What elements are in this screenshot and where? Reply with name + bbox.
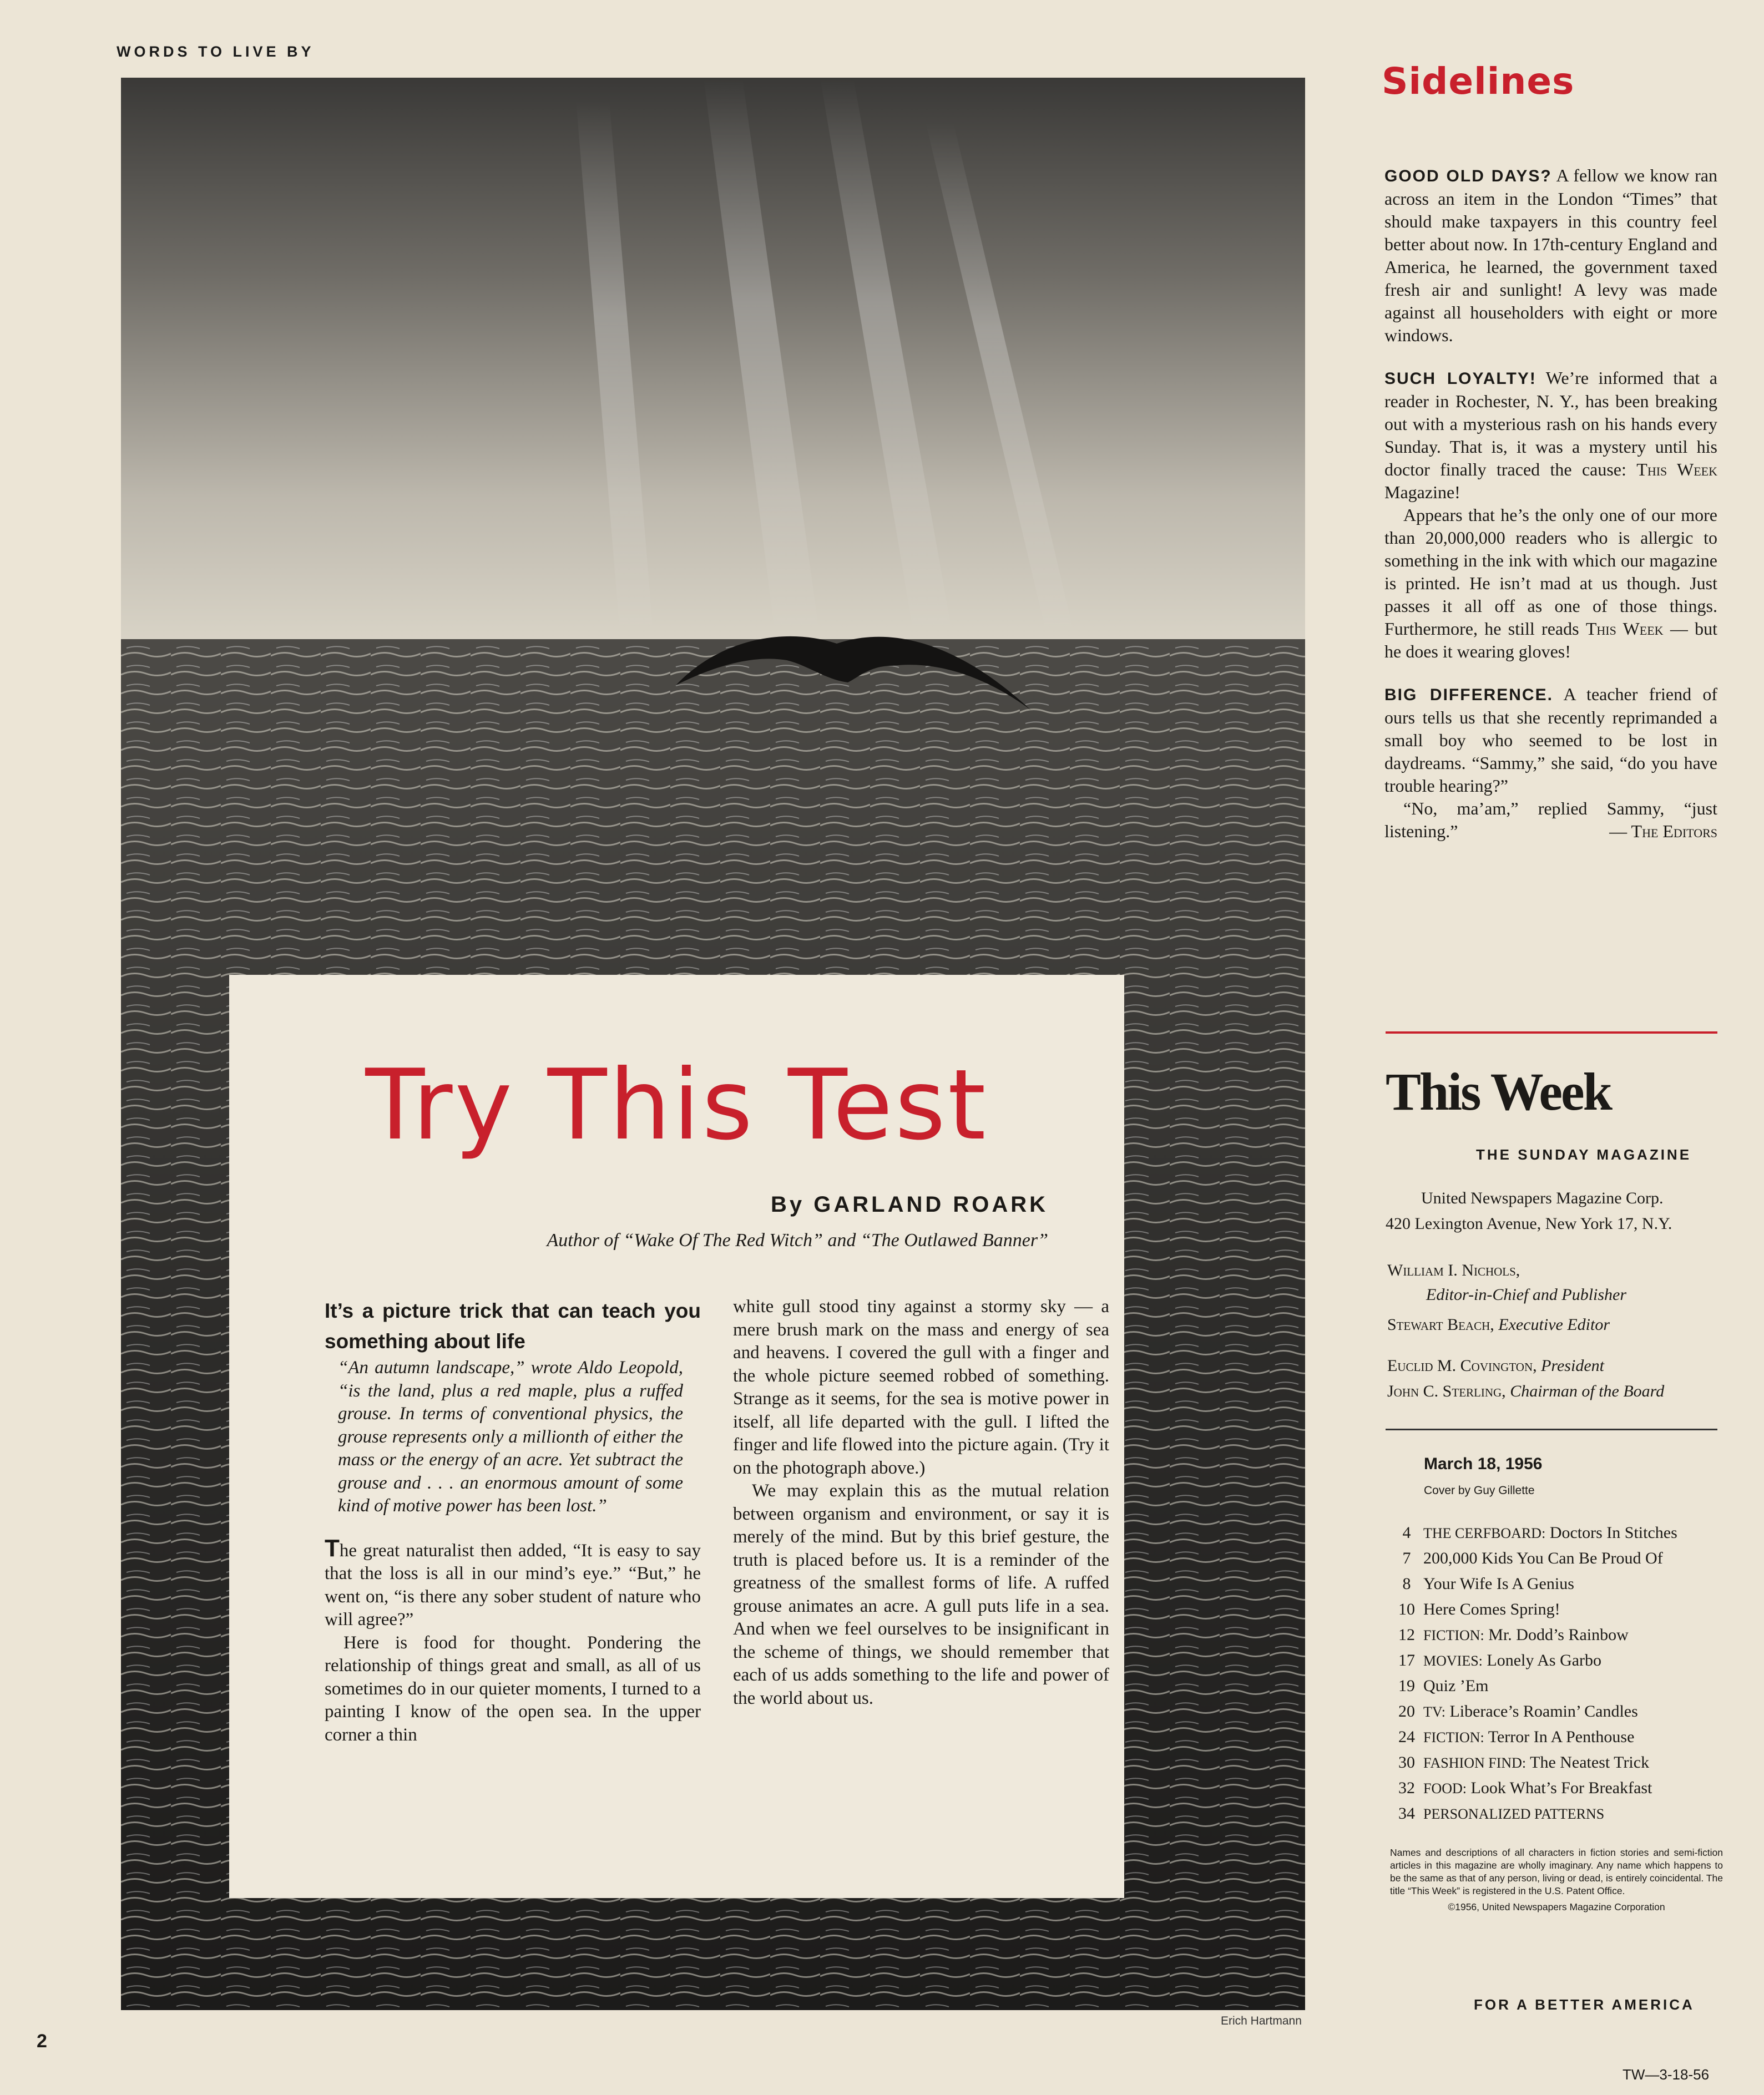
issue-code: TW—3-18-56	[1623, 2066, 1710, 2083]
toc-title: Lonely As Garbo	[1482, 1651, 1602, 1669]
toc-item[interactable]	[1390, 1546, 1723, 1571]
leopold-quote: “An autumn landscape,” wrote Aldo Leopold, “is the land, plus a red maple, plus a ruffed grouse. In terms of conventional physics, the grouse represents only a millionth of either the mass or the energy of an acre. Yet subtract the grouse and . . . an enormous amount of some kind of motive power has been lost.”	[338, 1358, 683, 1516]
paragraph-3: white gull stood tiny against a stormy sky — a mere brush mark on the mass and energy of sea and heavens. I covered the gull with a finger and the whole picture seemed robbed of something. Strange as it seems, for the sea is motive power in itself, all life departed with the gull. I lifted the finger and life flowed into the picture again. (Try it on the photograph above.)	[733, 1297, 1109, 1478]
toc-item[interactable]	[1390, 1699, 1723, 1724]
staff-1-role: Editor-in-Chief and Publisher	[1426, 1286, 1627, 1304]
article-column-right	[733, 1296, 1109, 1710]
staff-4	[1387, 1379, 1664, 1404]
toc-item[interactable]	[1390, 1622, 1723, 1648]
staff-2-name: Stewart Beach,	[1387, 1315, 1494, 1334]
staff-4-role: Chairman of the Board	[1510, 1382, 1665, 1400]
item-3-text: A teacher friend of ours tells us that she recently reprimanded a small boy who seemed to be lost in daydreams. “Sammy,” she said, “do you have trouble hearing?”	[1384, 684, 1718, 796]
sidelines-item-3-p2	[1384, 797, 1717, 843]
toc-page: 7	[1402, 1549, 1411, 1567]
toc-label: PERSONALIZED PATTERNS	[1423, 1806, 1605, 1822]
toc-label: FICTION:	[1423, 1729, 1484, 1745]
toc-page: 19	[1398, 1677, 1415, 1695]
staff-1-name: William I. Nichols,	[1387, 1261, 1520, 1279]
toc-label: FASHION FIND:	[1423, 1755, 1527, 1771]
staff-3	[1387, 1354, 1604, 1378]
toc-page: 4	[1402, 1524, 1411, 1542]
paragraph-1	[325, 1534, 701, 1632]
staff-3-role: President	[1541, 1357, 1604, 1375]
item-1-lead: GOOD OLD DAYS?	[1384, 167, 1552, 185]
article-deck: It’s a picture trick that can teach you something about life	[325, 1299, 701, 1353]
toc-item[interactable]	[1390, 1597, 1723, 1622]
item-2-end: Magazine!	[1384, 482, 1460, 502]
toc-page: 34	[1398, 1804, 1415, 1823]
item-2-p2-text: Appears that he’s the only one of our more than 20,000,000 readers who is allergic to something in the ink with which our magazine is printed. He isn’t mad at us though. Just passes it all off as one of those things. Furthermore, he still reads	[1384, 505, 1717, 639]
staff-4-name: John C. Sterling,	[1387, 1382, 1506, 1400]
toc-label: TV:	[1423, 1704, 1445, 1720]
divider-red	[1386, 1031, 1717, 1034]
staff-3-name: Euclid M. Covington,	[1387, 1357, 1537, 1375]
divider-dark	[1386, 1429, 1717, 1430]
toc-item[interactable]	[1390, 1673, 1723, 1699]
toc-page: 30	[1398, 1753, 1415, 1772]
sidelines-item-2	[1384, 367, 1717, 504]
item-3-lead: BIG DIFFERENCE.	[1384, 686, 1553, 704]
article-box	[229, 975, 1124, 1898]
drop-letter: T	[325, 1534, 340, 1562]
toc-item[interactable]	[1390, 1724, 1723, 1750]
toc-title: Here Comes Spring!	[1423, 1600, 1560, 1618]
toc-title: Terror In A Penthouse	[1484, 1728, 1635, 1746]
toc-label: FICTION:	[1423, 1627, 1484, 1643]
toc-title: Your Wife Is A Genius	[1423, 1575, 1574, 1593]
toc-item[interactable]	[1390, 1520, 1723, 1546]
byline: By GARLAND ROARK	[771, 1192, 1048, 1217]
corp-address: 420 Lexington Avenue, New York 17, N.Y.	[1386, 1215, 1672, 1233]
sidelines-item-3	[1384, 683, 1717, 797]
disclaimer	[1390, 1846, 1723, 1914]
item-2-p2-end: — but he does it wearing gloves!	[1384, 619, 1718, 661]
corp-name: United Newspapers Magazine Corp.	[1421, 1189, 1664, 1207]
sidelines-title: Sidelines	[1382, 60, 1575, 103]
toc-item[interactable]	[1390, 1750, 1723, 1775]
paragraph-1-text: he great naturalist then added, “It is easy to say that the loss is all in our mind’s eye.” “But,” he went on, “is there any sober student of nature who will agree?”	[325, 1540, 701, 1630]
cover-credit: Cover by Guy Gillette	[1424, 1484, 1535, 1497]
toc-page: 17	[1398, 1651, 1415, 1669]
toc-title: Quiz ’Em	[1423, 1677, 1489, 1695]
toc-title: Look What’s For Breakfast	[1467, 1779, 1652, 1797]
toc-page: 12	[1398, 1626, 1415, 1644]
masthead-subtitle: THE SUNDAY MAGAZINE	[1476, 1146, 1692, 1163]
staff-1	[1387, 1258, 1626, 1307]
issue-date: March 18, 1956	[1424, 1455, 1543, 1473]
toc-title: Mr. Dodd’s Rainbow	[1484, 1626, 1629, 1644]
sidelines-item-2-p2	[1384, 504, 1717, 663]
table-of-contents	[1390, 1520, 1723, 1826]
toc-title: The Neatest Trick	[1526, 1753, 1650, 1772]
item-2-lead: SUCH LOYALTY!	[1384, 370, 1536, 388]
copyright-line: ©1956, United Newspapers Magazine Corporation	[1448, 1901, 1665, 1912]
staff-2-role: Executive Editor	[1498, 1315, 1610, 1334]
masthead-logo: This Week	[1386, 1062, 1611, 1121]
toc-title: Doctors In Stitches	[1545, 1524, 1677, 1542]
toc-item[interactable]	[1390, 1801, 1723, 1826]
author-note: Author of “Wake Of The Red Witch” and “The Outlawed Banner”	[547, 1230, 1048, 1251]
toc-page: 8	[1402, 1575, 1411, 1593]
toc-title: 200,000 Kids You Can Be Proud Of	[1423, 1549, 1663, 1567]
toc-item[interactable]	[1390, 1775, 1723, 1801]
page-number: 2	[37, 2031, 47, 2052]
item-2-p2-mag: This Week	[1585, 619, 1664, 639]
toc-page: 32	[1398, 1779, 1415, 1797]
section-kicker: WORDS TO LIVE BY	[117, 43, 315, 60]
toc-item[interactable]	[1390, 1648, 1723, 1673]
disclaimer-text: Names and descriptions of all characters in fiction stories and semi-fiction articles in this magazine are wholly imaginary. Any name which happens to be the same as that of any person, living or dead, is entirely coincidental. The title “This Week” is registered in the U.S. Patent Office.	[1390, 1847, 1723, 1896]
sidelines-column	[1384, 164, 1717, 843]
item-2-mag: This Week	[1636, 459, 1718, 479]
photo-credit: Erich Hartmann	[1221, 2015, 1302, 2027]
item-3-p2-text: “No, ma’am,” replied Sammy, “just listening.”	[1384, 798, 1717, 841]
toc-label: THE CERFBOARD:	[1423, 1525, 1546, 1541]
article-column-left	[325, 1296, 701, 1747]
toc-item[interactable]	[1390, 1571, 1723, 1597]
editors-signoff: — The Editors	[1609, 821, 1717, 841]
paragraph-4: We may explain this as the mutual relation between organism and environment, or say it is merely of the mind. But by this brief gesture, the truth is placed before us. It is a reminder of the greatness of the smallest forms of life. A ruffed grouse animates an acre. A gull puts life in a sea. And when we feel ourselves to be insignificant in the scheme of things, we should remember that each of us adds something to the life and power of the world about us.	[733, 1481, 1109, 1708]
toc-page: 24	[1398, 1728, 1415, 1746]
toc-label: FOOD:	[1423, 1780, 1467, 1797]
item-1-text: A fellow we know ran across an item in the London “Times” that should make taxpayers in this country feel better about now. In 17th-century England and America, he learned, the government taxed fresh air and sunlight! A levy was made against all householders with eight or more windows.	[1384, 165, 1717, 345]
sidelines-item-1	[1384, 164, 1717, 347]
toc-label: MOVIES:	[1423, 1653, 1483, 1669]
toc-title: Liberace’s Roamin’ Candles	[1445, 1702, 1638, 1720]
paragraph-2: Here is food for thought. Pondering the relationship of things great and small, as all of us sometimes do in our quieter moments, I turned to a painting I know of the open sea. In the upper corner a thin	[325, 1632, 701, 1745]
toc-page: 20	[1398, 1702, 1415, 1720]
staff-2	[1387, 1313, 1610, 1337]
footer-slogan: FOR A BETTER AMERICA	[1474, 1996, 1695, 2013]
article-title: Try This Test	[365, 1049, 988, 1162]
item-2-text: We’re informed that a reader in Rochester, N. Y., has been breaking out with a mysterious rash on his hands every Sunday. That is, it was a mystery until his doctor finally traced the cause:	[1384, 368, 1717, 479]
toc-page: 10	[1398, 1600, 1415, 1618]
